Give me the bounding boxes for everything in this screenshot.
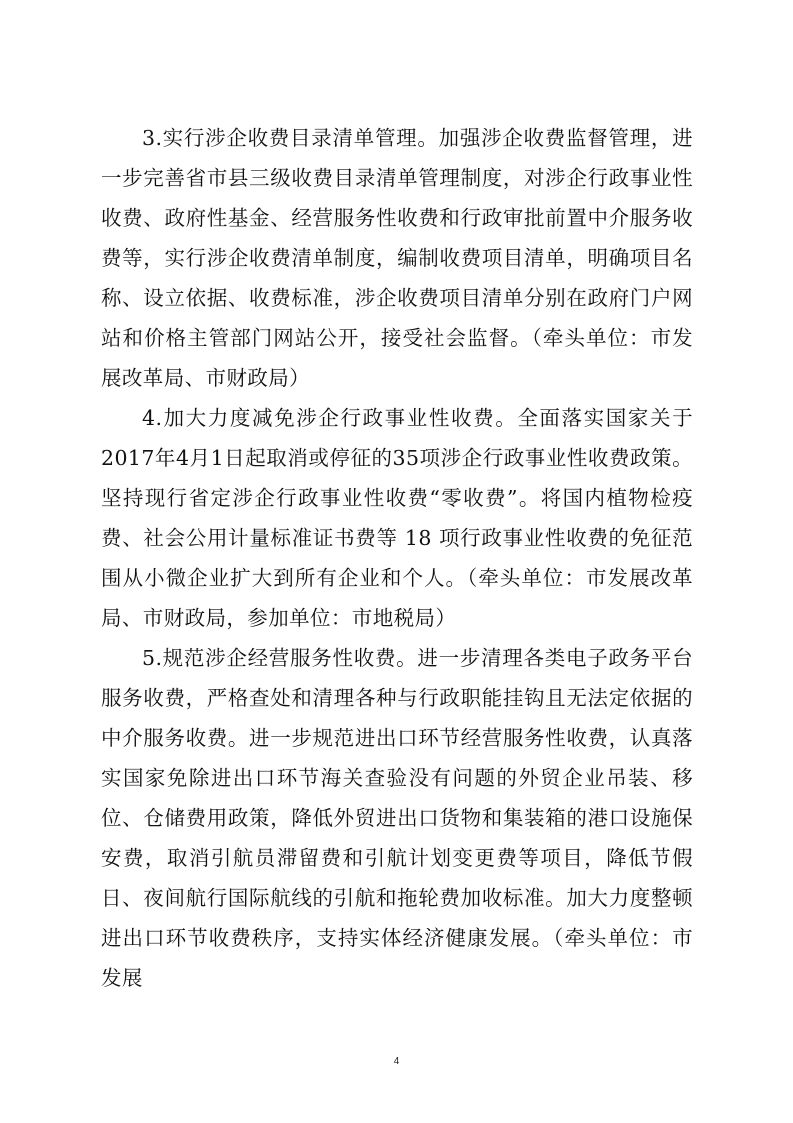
paragraph-item-3: 3.实行涉企收费目录清单管理。加强涉企收费监督管理，进一步完善省市县三级收费目录清单管理制度，对涉企行政事业性收费、政府性基金、经营服务性收费和行政审批前置中介服务收费等，实行涉企收费清单制度，编制收费项目清单，明确项目名称、设立依据、收费标准，涉企收费项目清单分别在政府门户网站和价格主管部门网站公开，接受社会监督。（牵头单位：市发展改革局、市财政局）	[101, 126, 693, 390]
paragraph-item-4: 4.加大力度减免涉企行政事业性收费。全面落实国家关于2017年4月1日起取消或停征的35项涉企行政事业性收费政策。坚持现行省定涉企行政事业性收费“零收费”。将国内植物检疫费、社会公用计量标准证书费等 18 项行政事业性收费的免征范围从小微企业扩大到所有企业和个人。（牵头单位：市发展改革局、市财政局，参加单位：市地税局）	[101, 406, 693, 630]
paragraph-item-5: 5.规范涉企经营服务性收费。进一步清理各类电子政务平台服务收费，严格查处和清理各种与行政职能挂钩且无法定依据的中介服务收费。进一步规范进出口环节经营服务性收费，认真落实国家免除进出口环节海关查验没有问题的外贸企业吊装、移位、仓储费用政策，降低外贸进出口货物和集装箱的港口设施保安费，取消引航员滞留费和引航计划变更费等项目，降低节假日、夜间航行国际航线的引航和拖轮费加收标准。加大力度整顿进出口环节收费秩序，支持实体经济健康发展。（牵头单位：市发展	[101, 646, 693, 990]
document-body	[101, 118, 693, 998]
page-number: 4	[393, 1056, 400, 1067]
